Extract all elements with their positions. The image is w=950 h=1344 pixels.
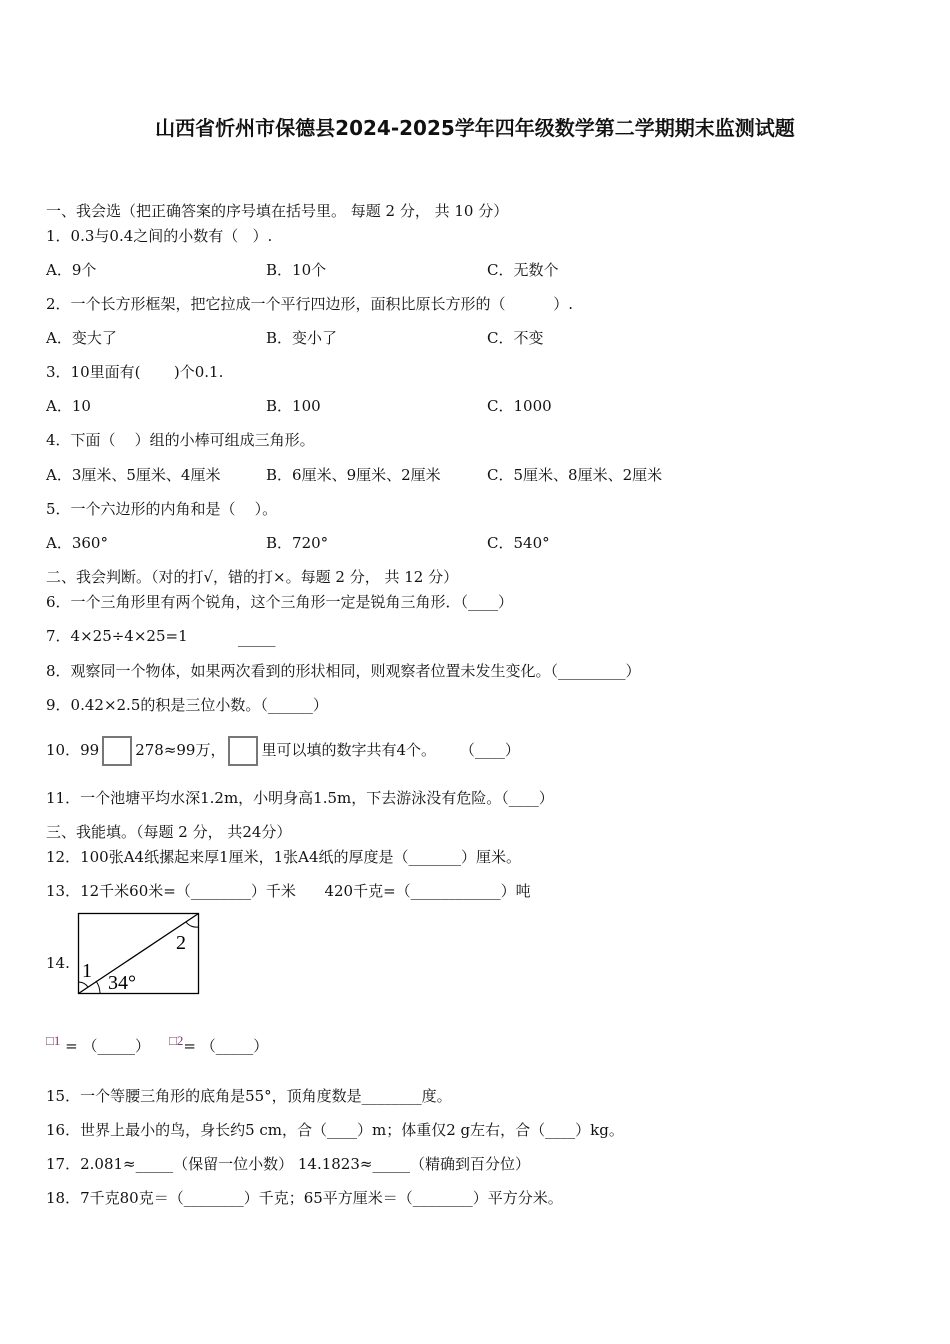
question-6: 6．一个三角形里有两个锐角，这个三角形一定是锐角三角形．（____） — [46, 593, 514, 611]
question-13: 13．12千米60米=（________）千米 420千克=（____________）吨 — [46, 882, 531, 900]
q10-part-2: 278≈99万， — [135, 741, 226, 759]
angle-1-answer: = （_____） — [60, 1037, 150, 1055]
question-7: 7．4×25÷4×25=1 — [46, 627, 188, 645]
question-16: 16．世界上最小的鸟，身长约5 cm，合（____）m；体重仅2 g左右，合（____）kg。 — [46, 1121, 624, 1139]
q10-digit-box — [102, 736, 132, 766]
question-17: 17．2.081≈_____（保留一位小数） 14.1823≈_____（精确到百分位） — [46, 1155, 530, 1173]
angle-degree-label: 34° — [108, 972, 136, 994]
page-title: 山西省忻州市保德县2024-2025学年四年级数学第二学期期末监测试题 — [155, 116, 795, 140]
q5-option-a: A．360° — [46, 534, 108, 552]
q2-option-c: C．不变 — [487, 329, 544, 347]
q3-option-a: A．10 — [46, 397, 91, 415]
question-15: 15．一个等腰三角形的底角是55°，顶角度数是________度。 — [46, 1087, 452, 1105]
q1-option-b: B．10个 — [266, 261, 327, 279]
q4-option-b: B．6厘米、9厘米、2厘米 — [266, 466, 441, 484]
question-8: 8．观察同一个物体，如果两次看到的形状相同，则观察者位置未发生变化。（_________） — [46, 662, 641, 680]
question-3: 3．10里面有( )个0.1. — [46, 363, 224, 381]
q5-option-b: B．720° — [266, 534, 329, 552]
question-14-number: 14. — [46, 954, 70, 972]
angle-1-symbol: □1 — [46, 1033, 61, 1048]
section-1-heading: 一、我会选（把正确答案的序号填在括号里。 每题 2 分， 共 10 分） — [46, 202, 509, 220]
q2-option-b: B．变小了 — [266, 329, 338, 347]
q4-option-c: C．5厘米、8厘米、2厘米 — [487, 466, 663, 484]
q4-option-a: A．3厘米、5厘米、4厘米 — [46, 466, 221, 484]
question-5: 5．一个六边形的内角和是（ ）。 — [46, 500, 278, 518]
q10-digit-box-ref — [228, 736, 258, 766]
section-3-heading: 三、我能填。（每题 2 分， 共24分） — [46, 823, 292, 841]
angle-1-label: 1 — [82, 960, 92, 982]
question-11: 11．一个池塘平均水深1.2m，小明身高1.5m，下去游泳没有危险。（____） — [46, 789, 554, 807]
q1-option-c: C．无数个 — [487, 261, 559, 279]
question-1: 1．0.3与0.4之间的小数有（ ）. — [46, 227, 273, 245]
question-10 — [46, 733, 520, 767]
question-12: 12．100张A4纸摞起来厚1厘米，1张A4纸的厚度是（_______）厘米。 — [46, 848, 522, 866]
angle-2-answer: = （_____） — [183, 1037, 269, 1055]
question-2: 2．一个长方形框架，把它拉成一个平行四边形，面积比原长方形的（ ）. — [46, 295, 573, 313]
rectangle-angle-figure — [76, 911, 202, 997]
section-2-heading: 二、我会判断。（对的打√，错的打×。每题 2 分， 共 12 分） — [46, 568, 459, 586]
q1-option-a: A．9个 — [46, 261, 97, 279]
q3-option-c: C．1000 — [487, 397, 552, 415]
q7-answer-blank: _____ — [238, 629, 276, 647]
question-9: 9．0.42×2.5的积是三位小数。（______） — [46, 696, 328, 714]
q5-option-c: C．540° — [487, 534, 550, 552]
question-14-answers — [46, 1033, 269, 1057]
q2-option-a: A．变大了 — [46, 329, 117, 347]
angle-2-label: 2 — [176, 932, 186, 954]
question-18: 18．7千克80克＝（________）千克；65平方厘米＝（________）平方分米。 — [46, 1189, 563, 1207]
q3-option-b: B．100 — [266, 397, 321, 415]
q10-part-1: 10．99 — [46, 741, 100, 759]
question-4: 4．下面（ ）组的小棒可组成三角形。 — [46, 431, 315, 449]
q10-part-3: 里可以填的数字共有4个。 （____） — [261, 741, 520, 759]
angle-2-symbol: □2 — [169, 1033, 184, 1048]
